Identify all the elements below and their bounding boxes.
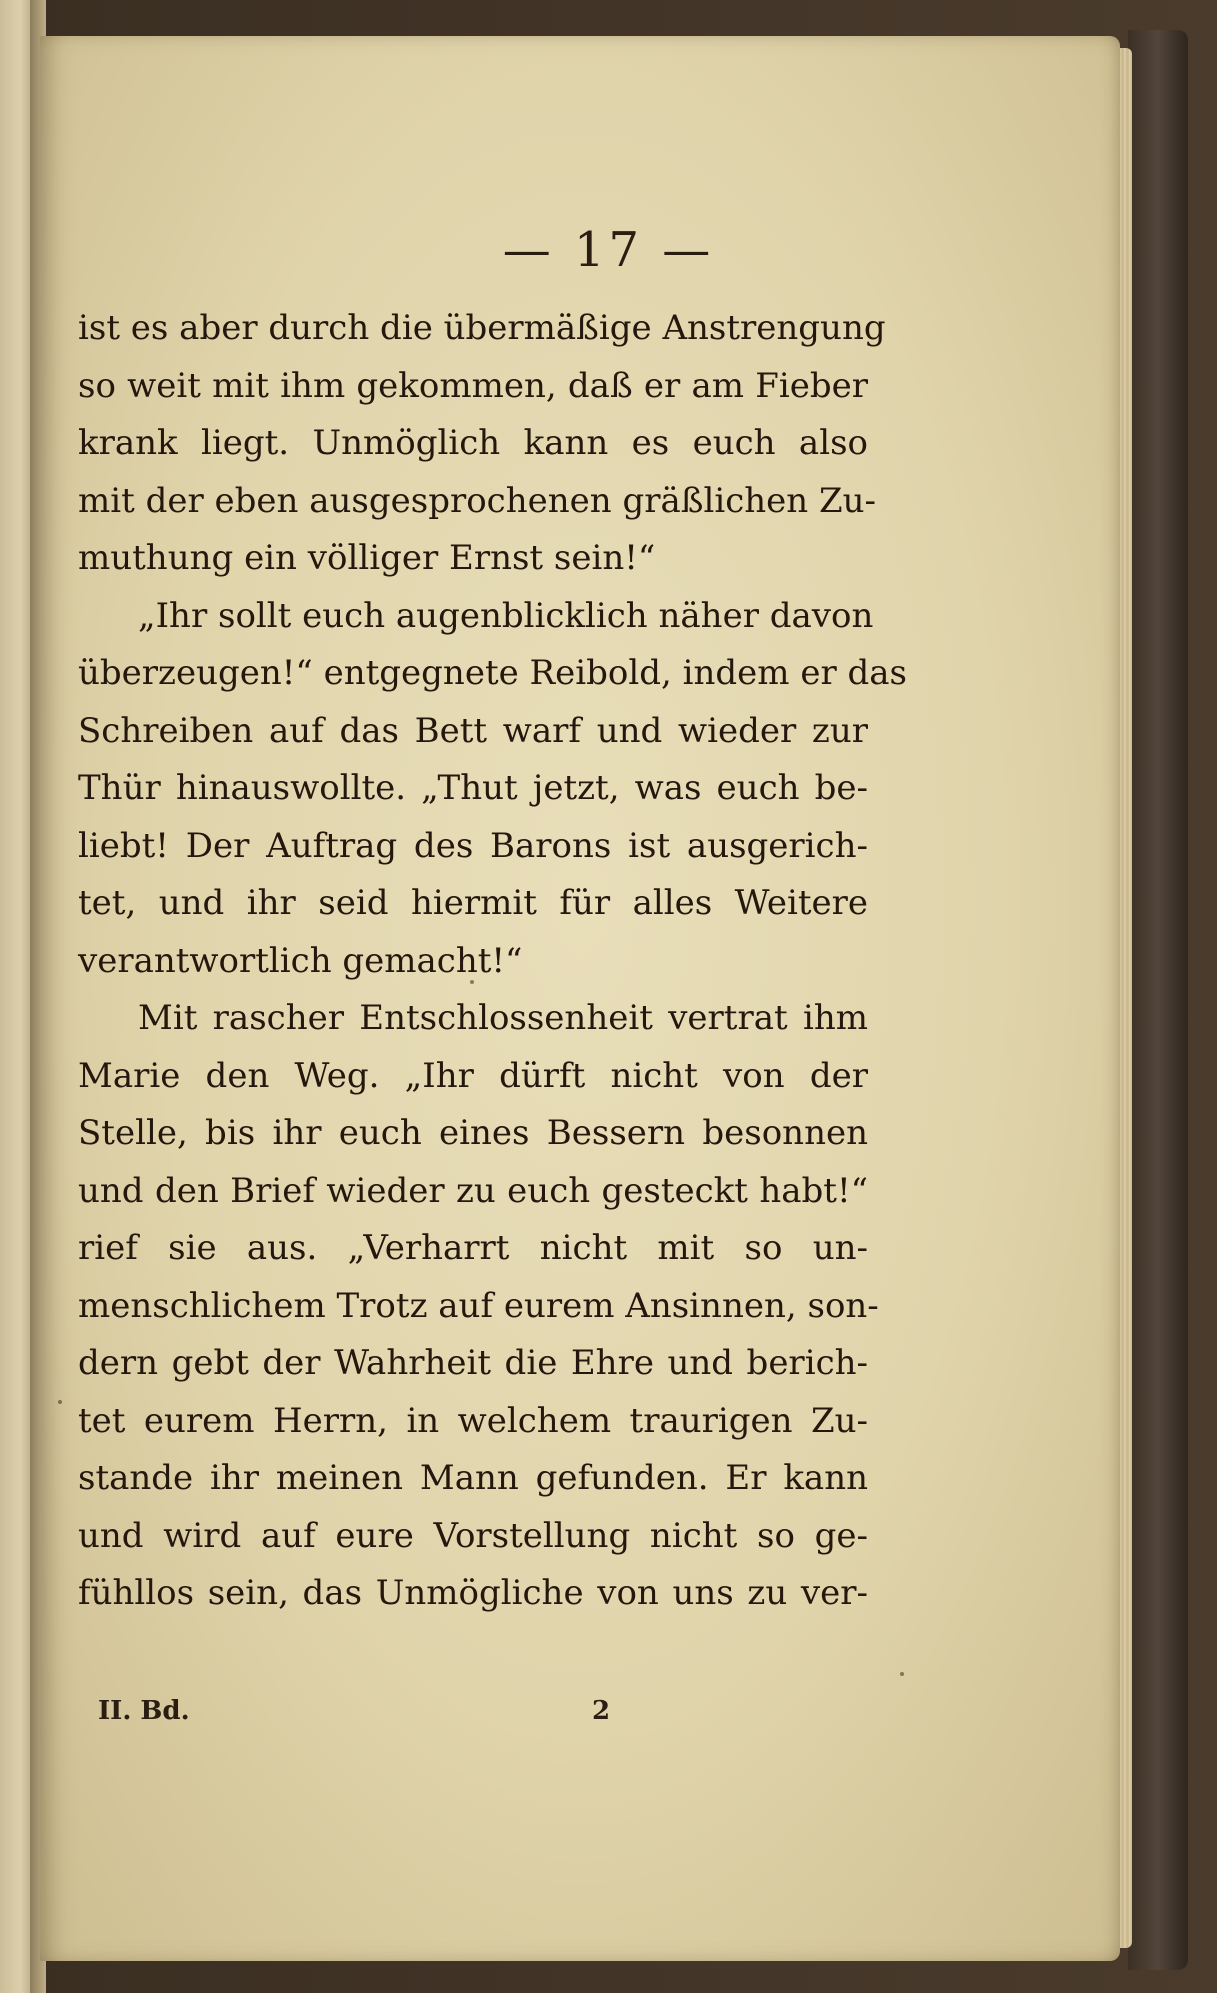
text-line: rief sie aus. „Verharrt nicht mit so un- <box>78 1228 868 1268</box>
text-line: verantwortlich gemacht!“ <box>78 940 523 981</box>
text-line: mit der eben ausgesprochenen gräßlichen Zu- <box>78 480 876 521</box>
previous-page-edge <box>0 0 34 1993</box>
text-line: „Ihr sollt euch augenblicklich näher davon <box>138 595 874 636</box>
volume-signature: II. Bd. <box>98 1696 190 1726</box>
paper-speck <box>58 1400 62 1404</box>
text-line: und wird auf eure Vorstellung nicht so ge- <box>78 1515 868 1556</box>
text-line: stande ihr meinen Mann gefunden. Er kann <box>78 1458 868 1498</box>
text-line: Stelle, bis ihr euch eines Bessern besonnen <box>78 1113 868 1153</box>
text-line: krank liegt. Unmöglich kann es euch also <box>78 423 868 463</box>
sheet-mark: 2 <box>592 1696 611 1726</box>
text-line: ist es aber durch die übermäßige Anstrengung <box>78 308 886 348</box>
text-line: tet eurem Herrn, in welchem traurigen Zu- <box>78 1400 868 1441</box>
text-line: Mit rascher Entschlossenheit vertrat ihm <box>138 998 868 1038</box>
text-line: fühllos sein, das Unmögliche von uns zu ver- <box>78 1573 868 1613</box>
text-line: liebt! Der Auftrag des Barons ist ausgerich- <box>78 825 868 866</box>
book-cover-edge <box>1128 30 1188 1970</box>
text-line: tet, und ihr seid hiermit für alles Weitere <box>78 883 868 923</box>
text-line: so weit mit ihm gekommen, daß er am Fieber <box>78 365 868 406</box>
text-line: Schreiben auf das Bett warf und wieder zur <box>78 710 868 751</box>
paper-speck <box>470 980 474 984</box>
page-footer <box>0 1696 1217 1736</box>
text-line: Marie den Weg. „Ihr dürft nicht von der <box>78 1055 868 1096</box>
body-text <box>78 300 907 1623</box>
text-line: dern gebt der Wahrheit die Ehre und berich- <box>78 1343 868 1383</box>
page-number: — 17 — <box>502 222 715 278</box>
text-line: menschlichem Trotz auf eurem Ansinnen, son- <box>78 1285 879 1326</box>
text-line: überzeugen!“ entgegnete Reibold, indem er das <box>78 653 907 693</box>
text-line: und den Brief wieder zu euch gesteckt habt!“ <box>78 1170 868 1211</box>
text-line: muthung ein völliger Ernst sein!“ <box>78 538 656 578</box>
paper-speck <box>900 1672 904 1676</box>
text-line: Thür hinauswollte. „Thut jetzt, was euch be- <box>78 768 868 808</box>
